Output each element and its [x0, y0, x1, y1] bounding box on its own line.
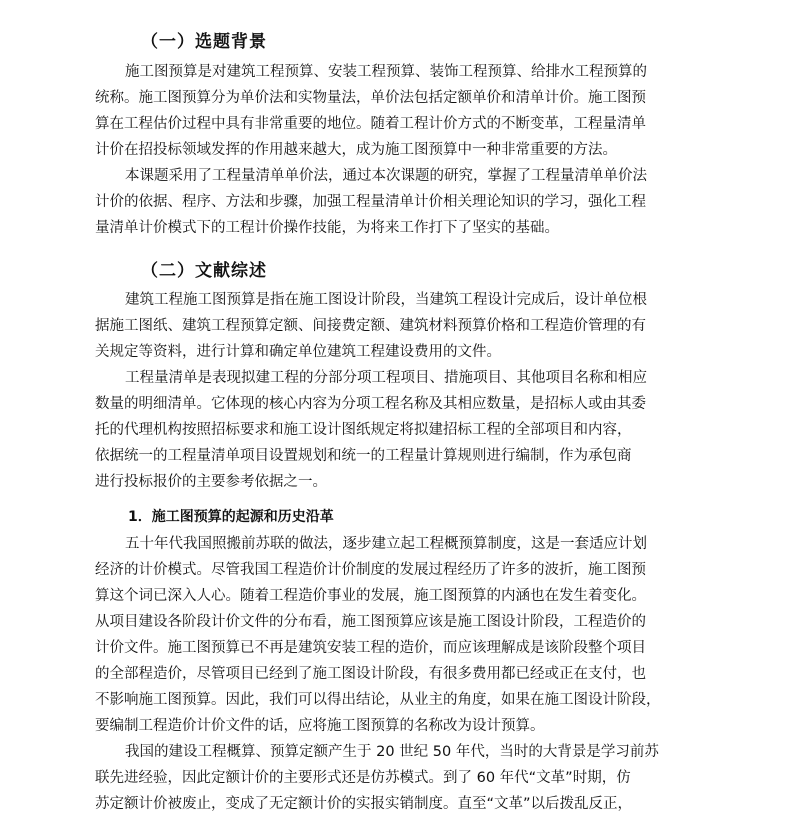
text-line: 施工图预算是对建筑工程预算、安装工程预算、装饰工程预算、给排水工程预算的	[125, 64, 647, 80]
text-line: 计价文件。施工图预算已不再是建筑安装工程的造价，而应该理解成是该阶段整个项目	[95, 640, 646, 656]
text-line: 建筑工程施工图预算是指在施工图设计阶段，当建筑工程设计完成后，设计单位根	[125, 292, 647, 308]
text-line: 进行投标报价的主要参考依据之一。	[95, 474, 327, 490]
paragraph	[95, 59, 705, 163]
text-line: 工程量清单是表现拟建工程的分部分项工程项目、措施项目、其他项目名称和相应	[125, 370, 647, 386]
text-line: 算在工程估价过程中具有非常重要的地位。随着工程计价方式的不断变革，工程量清单	[95, 116, 646, 132]
text-line: 数量的明细清单。它体现的核心内容为分项工程名称及其相应数量，是招标人或由其委	[95, 396, 646, 412]
paragraph	[95, 163, 705, 241]
text-line: 算这个词已深入人心。随着工程造价事业的发展，施工图预算的内涵也在发生着变化。	[95, 588, 646, 604]
text-line: 关规定等资料，进行计算和确定单位建筑工程建设费用的文件。	[95, 344, 501, 360]
text-line: 从项目建设各阶段计价文件的分布看，施工图预算应该是施工图设计阶段，工程造价的	[95, 614, 646, 630]
section-heading-literature-review: （二）文献综述	[141, 261, 267, 281]
text-line: 据施工图纸、建筑工程预算定额、间接费定额、建筑材料预算价格和工程造价管理的有	[95, 318, 646, 334]
text-line: 计价在招投标领域发挥的作用越来越大，成为施工图预算中一种非常重要的方法。	[95, 142, 617, 158]
subsection-heading-origin-history: 1．施工图预算的起源和历史沿革	[128, 509, 334, 525]
paragraph	[95, 287, 705, 365]
text-line: 五十年代我国照搬前苏联的做法，逐步建立起工程概预算制度，这是一套适应计划	[125, 536, 647, 552]
text-line: 依据统一的工程量清单项目设置规划和统一的工程量计算规则进行编制，作为承包商	[95, 448, 632, 464]
text-line: 的全部程造价，尽管项目已经到了施工图设计阶段，有很多费用都已经或正在支付，也	[95, 666, 646, 682]
text-line: 苏定额计价被废止，变成了无定额计价的实报实销制度。直至“文革”以后拨乱反正，	[95, 796, 633, 812]
text-line: 我国的建设工程概算、预算定额产生于 20 世纪 50 年代，当时的大背景是学习前苏	[125, 744, 659, 760]
paragraph	[95, 531, 705, 739]
text-line: 联先进经验，因此定额计价的主要形式还是仿苏模式。到了 60 年代“文革”时期，仿	[95, 770, 631, 786]
text-line: 经济的计价模式。尽管我国工程造价计价制度的发展过程经历了许多的波折，施工图预	[95, 562, 646, 578]
paragraph	[95, 365, 705, 495]
text-line: 托的代理机构按照招标要求和施工设计图纸规定将拟建招标工程的全部项目和内容，	[95, 422, 632, 438]
text-line: 本课题采用了工程量清单单价法，通过本次课题的研究，掌握了工程量清单单价法	[125, 168, 647, 184]
text-line: 不影响施工图预算。因此，我们可以得出结论，从业主的角度，如果在施工图设计阶段，	[95, 692, 661, 708]
text-line: 要编制工程造价计价文件的话，应将施工图预算的名称改为设计预算。	[95, 718, 545, 734]
text-line: 计价的依据、程序、方法和步骤，加强工程量清单计价相关理论知识的学习，强化工程	[95, 194, 646, 210]
paragraph	[95, 739, 705, 817]
text-line: 量清单计价模式下的工程计价操作技能，为将来工作打下了坚实的基础。	[95, 220, 559, 236]
section-heading-background: （一）选题背景	[141, 32, 267, 52]
text-line: 统称。施工图预算分为单价法和实物量法，单价法包括定额单价和清单计价。施工图预	[95, 90, 646, 106]
